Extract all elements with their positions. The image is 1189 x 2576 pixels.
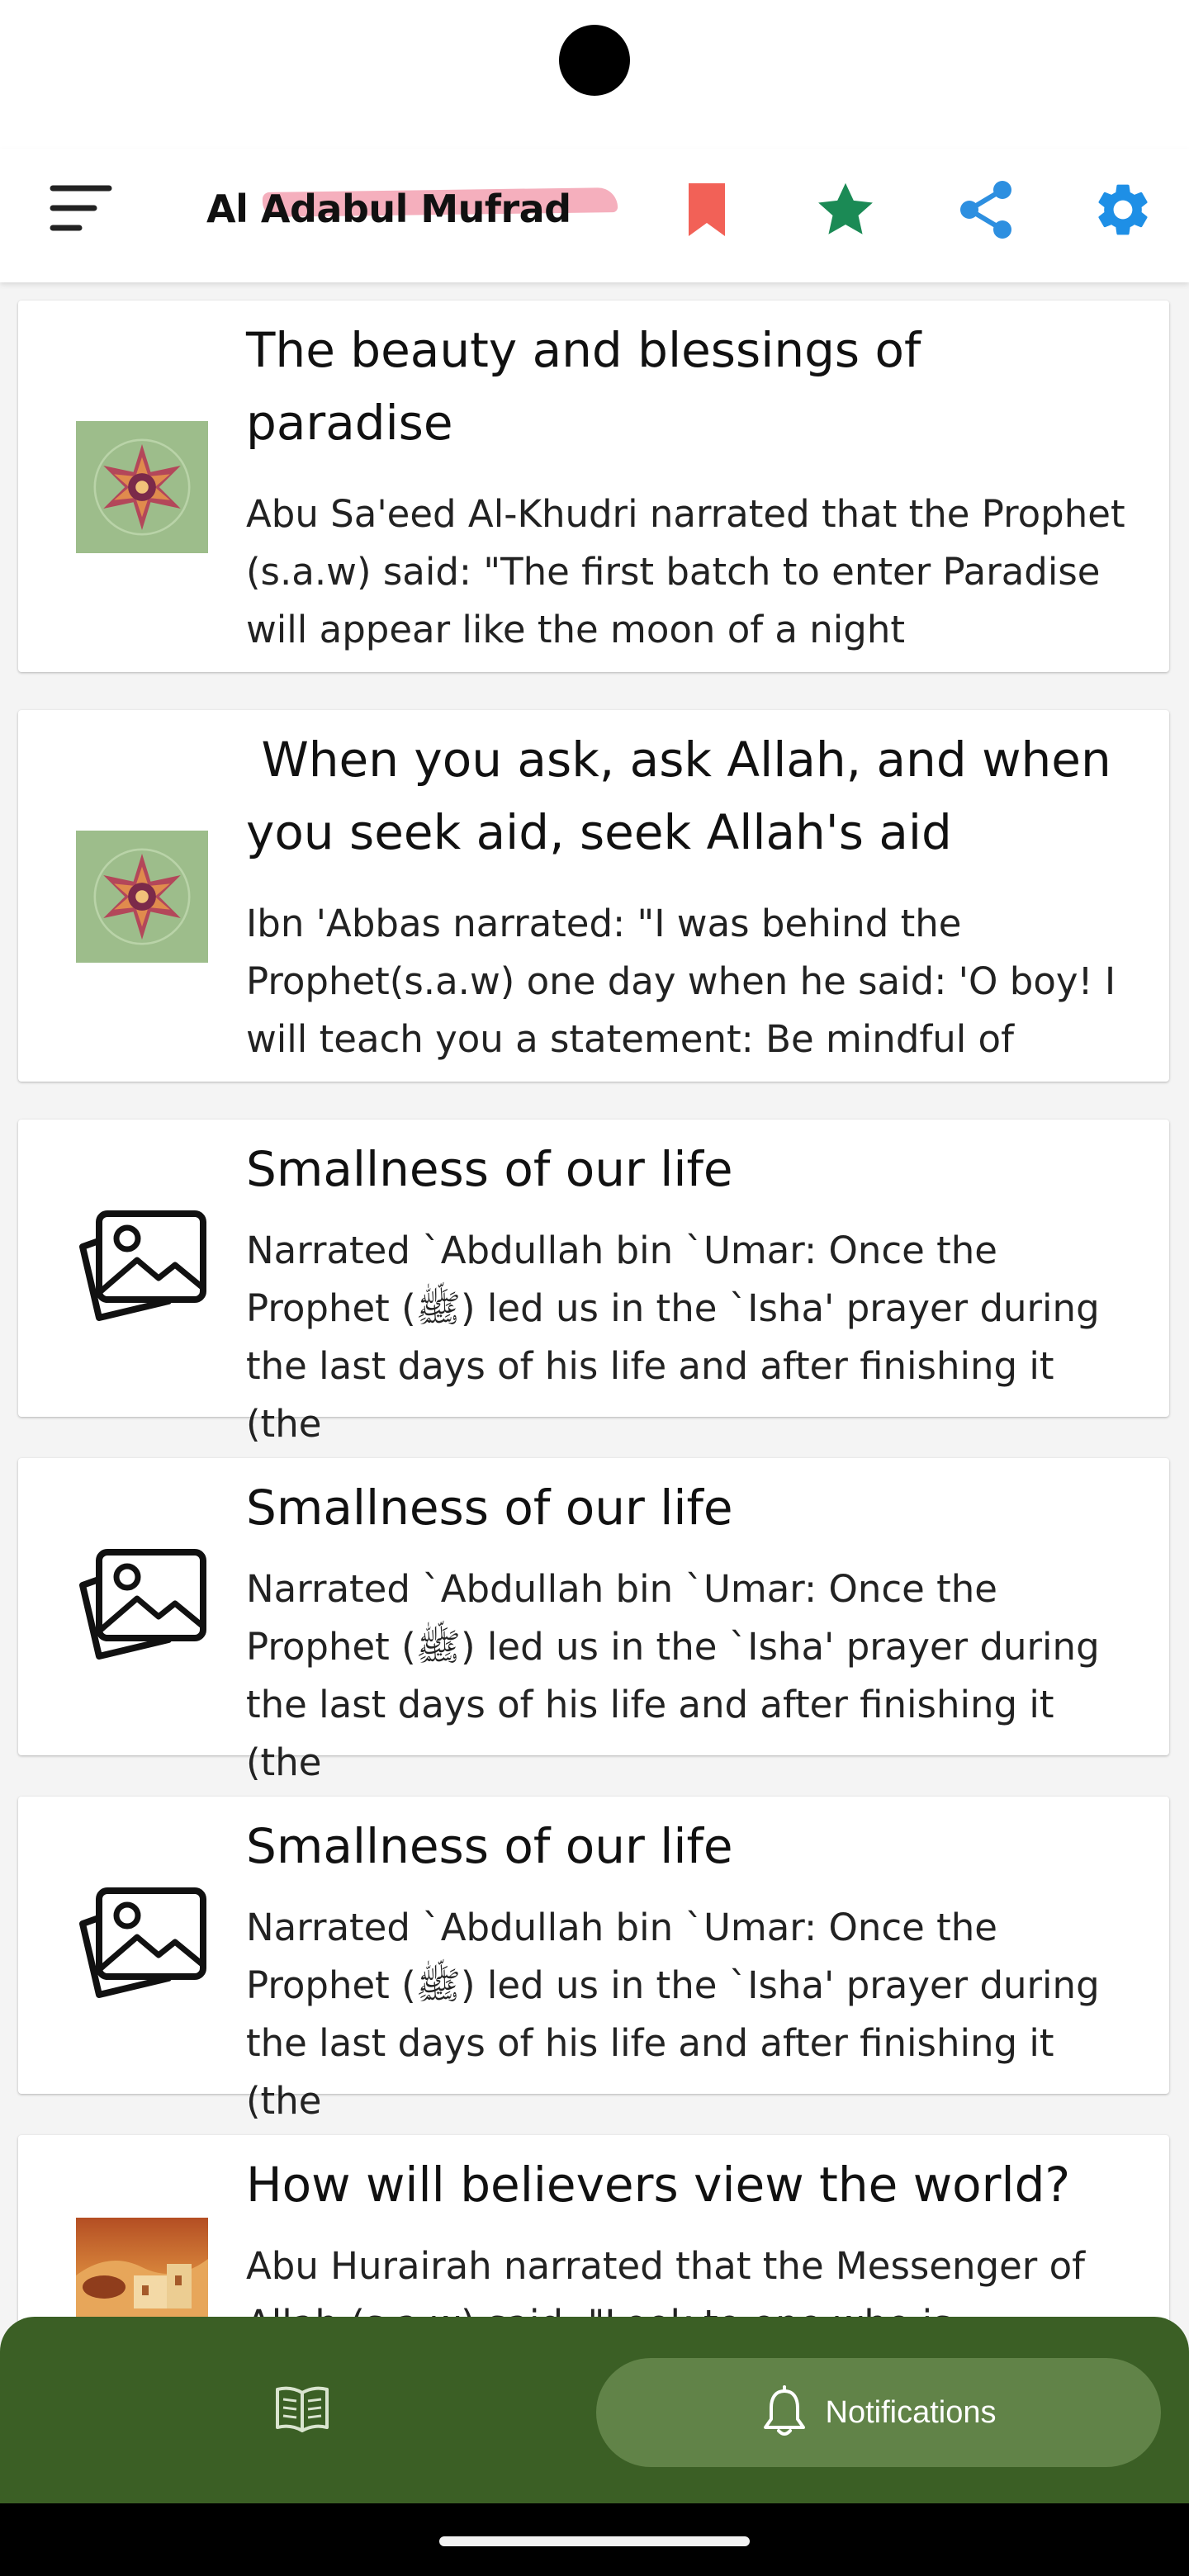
gear-icon (1092, 178, 1154, 241)
post-title: Smallness of our life (246, 1818, 733, 1874)
app-bar (0, 149, 1189, 282)
book-icon (272, 2384, 332, 2434)
post-card[interactable] (18, 301, 1169, 672)
post-title: The beauty and blessings of paradise (246, 322, 921, 451)
post-card[interactable] (18, 1120, 1169, 1446)
post-card[interactable] (18, 1458, 1169, 1784)
post-excerpt: Narrated `Abdullah bin `Umar: Once the Prophet (ﷺ) led us in the `Isha' prayer during the last days of his life and after finishing it (the (246, 1906, 1100, 2123)
ornament-icon (76, 421, 208, 553)
post-card[interactable] (18, 710, 1169, 1082)
status-bar (0, 0, 1189, 149)
post-feed[interactable] (0, 282, 1189, 2323)
camera-cutout (559, 25, 630, 96)
nav-notifications-label: Notifications (825, 2394, 997, 2430)
ornament-icon (76, 831, 208, 963)
post-title: When you ask, ask Allah, and when you seek aid, seek Allah's aid (246, 732, 1127, 860)
bookmark-button[interactable] (667, 170, 746, 249)
system-gesture-bar (0, 2503, 1189, 2576)
app-title: Al Adabul Mufrad (206, 187, 571, 231)
favorite-button[interactable] (806, 170, 885, 249)
bookmark-icon (684, 180, 730, 239)
bell-icon (761, 2386, 808, 2439)
nav-notifications-button[interactable] (596, 2358, 1161, 2467)
image-placeholder-icon (76, 1541, 208, 1673)
post-card[interactable] (18, 1797, 1169, 2123)
post-title: Smallness of our life (246, 1480, 733, 1536)
share-button[interactable] (946, 170, 1026, 249)
image-placeholder-icon (76, 1879, 208, 2011)
share-icon (956, 178, 1016, 241)
post-excerpt: Abu Sa'eed Al-Khudri narrated that the Prophet (s.a.w) said: "The first batch to enter Paradise will appear like the moon of a night (246, 492, 1125, 651)
star-icon (814, 178, 877, 241)
post-title: How will believers view the world? (246, 2157, 1071, 2213)
home-gesture-handle[interactable] (439, 2536, 750, 2546)
post-excerpt: Abu Hurairah narrated that the Messenger of (246, 2244, 1085, 2288)
nav-books-button[interactable] (272, 2384, 332, 2434)
post-excerpt: Narrated `Abdullah bin `Umar: Once the Prophet (ﷺ) led us in the `Isha' prayer during the last days of his life and after finishing it (the (246, 1567, 1100, 1784)
menu-button[interactable] (46, 173, 116, 243)
image-placeholder-icon (76, 1202, 208, 1334)
post-excerpt: Narrated `Abdullah bin `Umar: Once the Prophet (ﷺ) led us in the `Isha' prayer during the last days of his life and after finishing it (the (246, 1229, 1100, 1446)
settings-button[interactable] (1083, 170, 1163, 249)
post-excerpt: Ibn 'Abbas narrated: "I was behind the Prophet(s.a.w) one day when he said: 'O boy! I will teach you a statement: Be mindful of (246, 902, 1116, 1061)
bottom-navigation (0, 2317, 1189, 2503)
post-title: Smallness of our life (246, 1141, 733, 1197)
menu-icon (46, 173, 116, 243)
